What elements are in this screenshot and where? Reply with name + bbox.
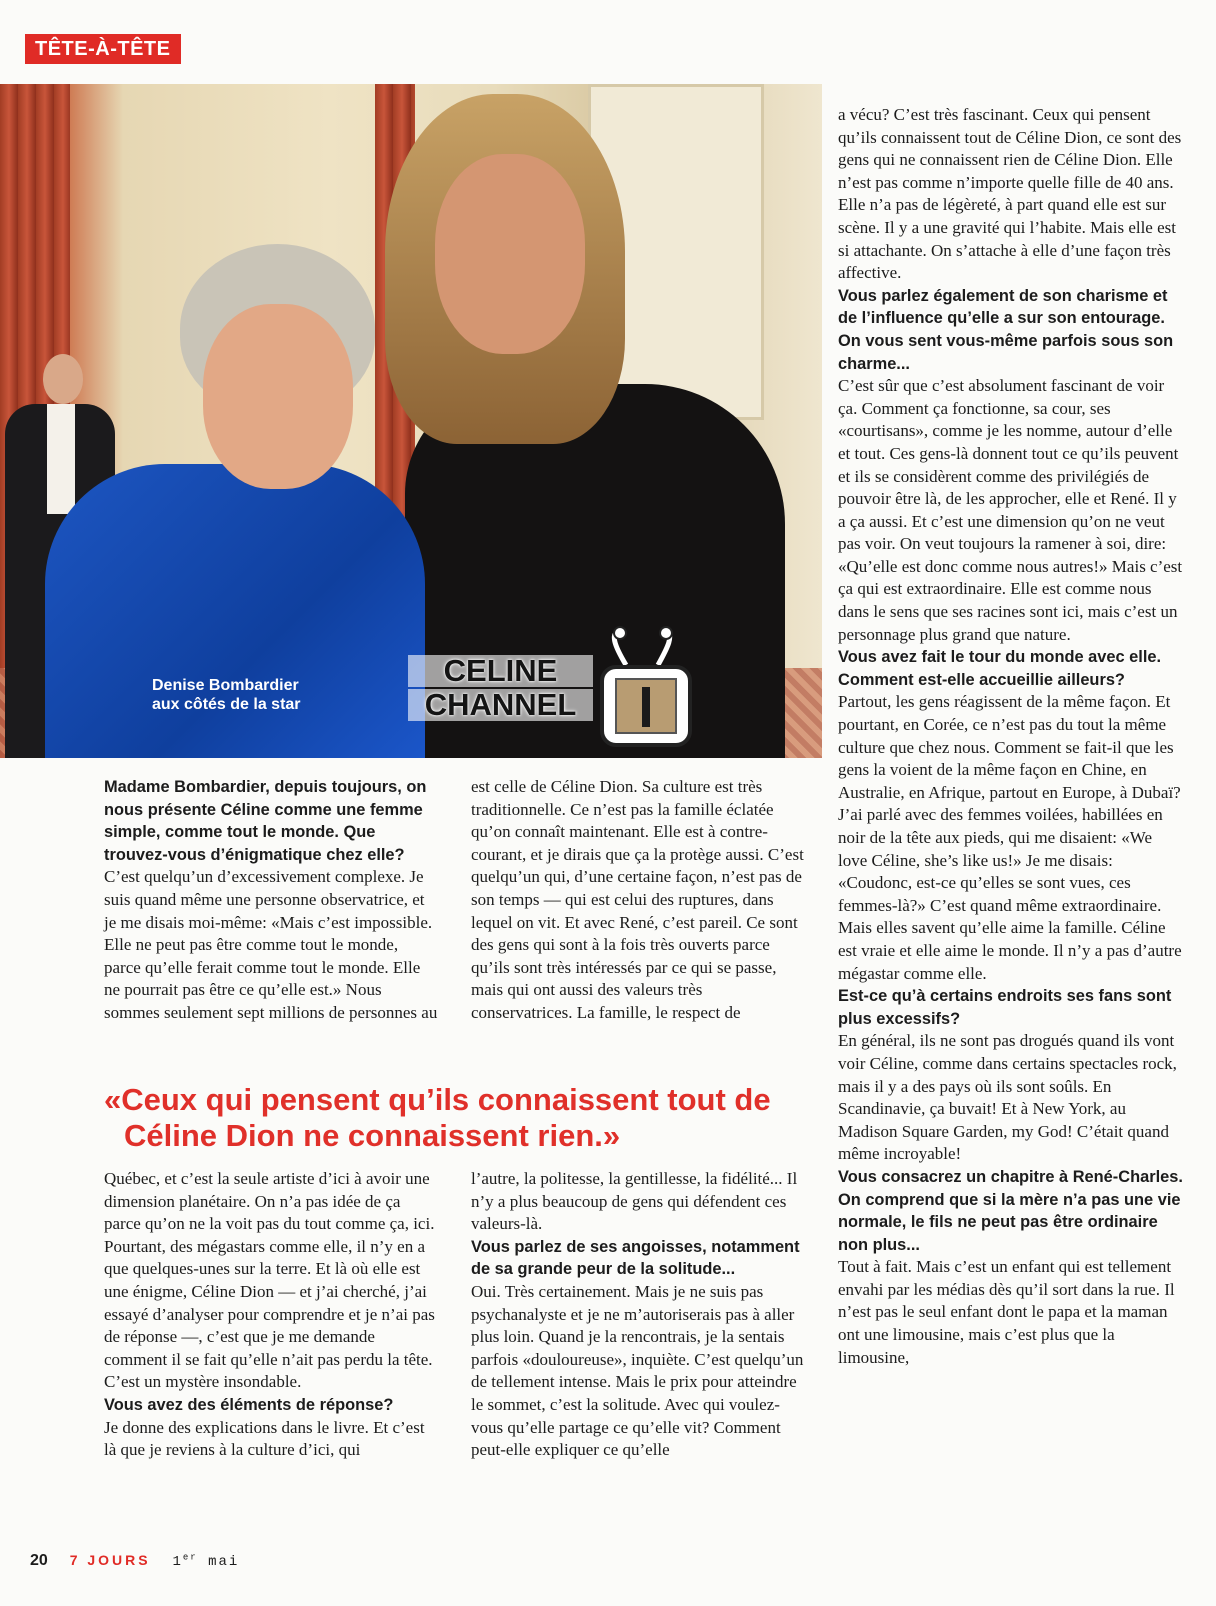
issue-date-month: mai: [208, 1554, 240, 1570]
question-5: Vous avez fait le tour du monde avec elle. Comment est-elle accueillie ailleurs?: [838, 648, 1162, 689]
question-6: Est-ce qu’à certains endroits ses fans sont plus excessifs?: [838, 987, 1172, 1028]
question-3: Vous parlez de ses angoisses, notamment de sa grande peur de la solitude...: [471, 1237, 800, 1279]
column-2-top: [471, 776, 805, 1025]
answer-3: Oui. Très certainement. Mais je ne suis pas psychanalyste et je ne m’autoriserais pas à aller plus loin. Quand je la rencontrais, je la sentais parfois «douloureuse», inquiète. C’est quelqu’un de tellement intense. Mais le prix pour atteindre le sommet, c’est la solitude. Avec qui voulez-vous qu’elle partage ce qu’elle vit? Comment peut-elle expliquer ce qu’elle: [471, 1281, 804, 1460]
column-1-top: [104, 776, 438, 1025]
caption-line-1: Denise Bombardier: [152, 677, 299, 694]
pull-quote: [104, 1082, 804, 1154]
answer-6: En général, ils ne sont pas drogués quand ils vont voir Céline, comme dans certains spectacles rock, mais il y a des pays où ils sont soûls. En Scandinavie, ça buvait! Et à New York, au Madison Square Garden, my God! C’était quand même incroyable!: [838, 1031, 1177, 1164]
logo-line-1: CELINE: [408, 655, 593, 687]
issue-date-day: 1: [172, 1554, 183, 1570]
column-3: [838, 104, 1184, 1369]
issue-date-suffix: er: [182, 1552, 198, 1563]
paragraph-col1-bottom: Québec, et c’est la seule artiste d’ici à avoir une dimension planétaire. On n’a pas idée de ça parce qu’on ne la voit pas du tout comme ça, ici. Pourtant, des mégastars comme elle, il n’y en a que quelques-unes sur la terre. Et là où elle est une énigme, Céline Dion — et j’ai cherché, j’ai essayé d’analyser pour comprendre et je n’ai pas de réponse —, c’est que je me demande comment il se fait qu’elle n’ait pas perdu la tête. C’est un mystère insondable.: [104, 1169, 435, 1392]
logo-line-2: CHANNEL: [408, 689, 593, 721]
question-2: Vous avez des éléments de réponse?: [104, 1395, 394, 1414]
question-4: Vous parlez également de son charisme et de l’influence qu’elle a sur son entourage. On vous sent vous-même parfois sous son charme...: [838, 286, 1174, 373]
answer-4: C’est sûr que c’est absolument fascinant de voir ça. Comment ça fonctionne, sa cour, ses «courtisans», comme je les nomme, autour d’elle et tout. Ces gens-là donnent tout ce qu’ils peuvent et ils se considèrent comme des privilégiés de pouvoir être là, de les approcher, elle et René. Il y a ça aussi. Et c’est une dimension qu’on ne veut pas voir. On veut toujours la ramener à soi, dire: «Qu’elle est donc comme nous autres!» Mais c’est ça qui est extraordinaire. Elle est comme nous dans le sens que ses racines sont ici, mais c’est un personnage plus grand que nature.: [838, 376, 1183, 644]
question-1: Madame Bombardier, depuis toujours, on nous présente Céline comme une femme simple, comme tout le monde. Que trouvez-vous d’énigmatique chez elle?: [104, 778, 427, 864]
paragraph-col2-bottom: l’autre, la politesse, la gentillesse, la fidélité... Il n’y a plus beaucoup de gens qui défendent ces valeurs-là.: [471, 1169, 798, 1234]
celine-face: [435, 154, 585, 354]
column-2-bottom: [471, 1168, 805, 1462]
pull-quote-line-1: «Ceux qui pensent qu’ils connaissent tout de: [104, 1082, 771, 1117]
answer-2: Je donne des explications dans le livre. Et c’est là que je reviens à la culture d’ici, qui: [104, 1417, 425, 1460]
caption-line-2: aux côtés de la star: [152, 696, 301, 713]
issue-date: [173, 1554, 240, 1570]
answer-7: Tout à fait. Mais c’est un enfant qui est tellement envahi par les médias dès qu’il sort dans la rue. Il n’est pas le seul enfant dont le papa et la maman ont une limousine, mais c’est plus que la limousine,: [838, 1257, 1175, 1367]
section-tag: TÊTE-À-TÊTE: [25, 34, 181, 64]
answer-1: C’est quelqu’un d’excessivement complexe. Je suis quand même une personne observatrice, et je me disais moi-même: «Mais c’est impossible. Elle ne peut pas être comme tout le monde, parce qu’elle ferait comme tout le monde. Elle ne pourrait pas être ce qu’elle est.» Nous sommes seulement sept millions de personnes au: [104, 867, 438, 1022]
question-7: Vous consacrez un chapitre à René-Charles. On comprend que si la mère n’a pas une vie normale, le fils ne peut pas être ordinaire non plus...: [838, 1167, 1183, 1254]
page-number: 20: [30, 1552, 48, 1569]
celine-channel-logo: [408, 625, 698, 749]
paragraph-col2-top: est celle de Céline Dion. Sa culture est très traditionnelle. Ce n’est pas la famille éclatée qu’on connaît maintenant. Elle est à contre-courant, et je dirais que ça la protège aussi. C’est quelqu’un qui, d’une certaine façon, n’est pas de son temps — qui est celui des ruptures, dans lequel on vit. Et avec René, c’est pareil. Ce sont des gens qui sont à la fois très ouverts parce qu’ils sont très intéressés par ce qui se passe, mais qui ont aussi des valeurs très conservatrices. La famille, le respect de: [471, 777, 804, 1022]
logo-text: [408, 655, 593, 723]
photo-caption: [152, 676, 352, 714]
denise-face: [203, 304, 353, 489]
paragraph-col3-1: a vécu? C’est très fascinant. Ceux qui pensent qu’ils connaissent tout de Céline Dion, ce sont des gens qui ne connaissent rien de Céline Dion. Elle n’est pas comme n’importe quelle fille de 40 ans. Elle n’a pas de légèreté, à part quand elle est sur scène. Il y a une gravité qui l’habite. Mais elle est si attachante. On s’attache à elle d’une façon très affective.: [838, 105, 1182, 283]
tv-icon: [596, 625, 696, 749]
answer-5: Partout, les gens réagissent de la même façon. Et pourtant, en Corée, ce n’est pas du tout la même culture que chez nous. Comment se fait-il que les gens la voient de la même façon en Chine, en Australie, en Afrique, partout en Europe, à Dubaï? J’ai parlé avec des femmes voilées, habillées en noir de la tête aux pieds, qui me disaient: «We love Céline, she’s like us!» Je me disais: «Coudonc, est-ce qu’elles se sont vues, ces femmes-là?» C’est quand même extraordinaire. Mais elles savent qu’elle aime la famille. Céline est vraie et elle aime le monde. Il n’y a pas d’autre mégastar comme elle.: [838, 692, 1182, 983]
column-1-bottom: [104, 1168, 438, 1462]
magazine-name: 7 JOURS: [69, 1552, 151, 1568]
pull-quote-line-2: Céline Dion ne connaissent rien.»: [124, 1118, 621, 1153]
page-footer: [30, 1552, 239, 1570]
